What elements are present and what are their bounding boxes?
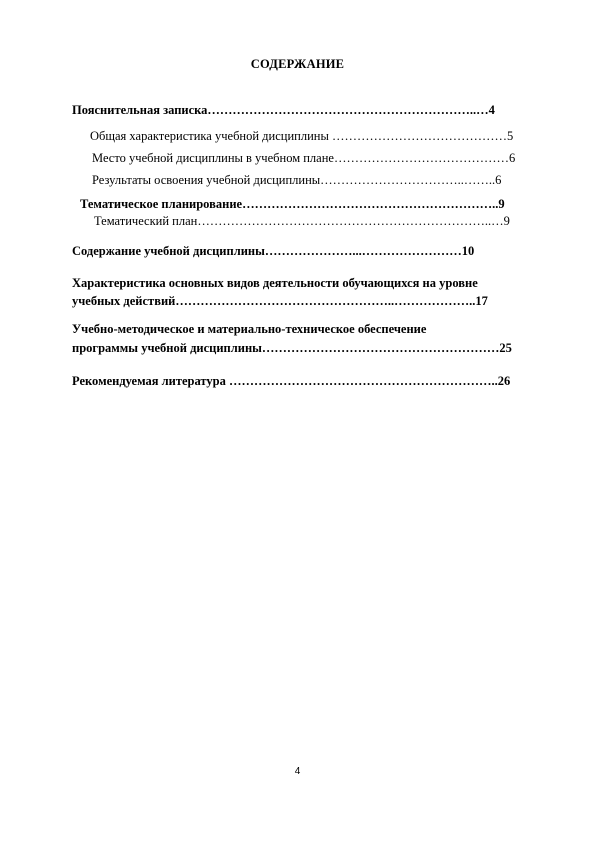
toc-entry-explanatory-note[interactable]: Пояснительная записка………………………………………………………..…4 <box>72 103 495 117</box>
toc-entry-thematic-planning[interactable]: Тематическое планирование……………………………………………………..9 <box>80 197 505 211</box>
toc-entry-activities-line2[interactable]: учебных действий……………………………………………..………………..17 <box>72 294 488 308</box>
toc-entry-literature[interactable]: Рекомендуемая литература ………………………………………………………..26 <box>72 374 511 388</box>
toc-entry-mastering-results[interactable]: Результаты освоения учебной дисциплины……………………………..……..6 <box>92 173 502 187</box>
toc-entry-activities-line1[interactable]: Характеристика основных видов деятельности обучающихся на уровне <box>72 276 478 290</box>
toc-entry-general-characteristics[interactable]: Общая характеристика учебной дисциплины ……………………………………5 <box>90 129 514 143</box>
toc-entry-support-line2[interactable]: программы учебной дисциплины…………………………………………………25 <box>72 341 512 355</box>
toc-entry-discipline-content[interactable]: Содержание учебной дисциплины…………………...……………………10 <box>72 244 475 258</box>
toc-entry-thematic-plan[interactable]: Тематический план……………………………………………………………..…9 <box>94 214 510 228</box>
page-number: 4 <box>294 766 301 777</box>
page-title: СОДЕРЖАНИЕ <box>250 57 345 71</box>
toc-entry-support-line1[interactable]: Учебно-методическое и материально-техническое обеспечение <box>72 322 427 336</box>
toc-entry-discipline-place[interactable]: Место учебной дисциплины в учебном плане……………………………………6 <box>92 151 516 165</box>
